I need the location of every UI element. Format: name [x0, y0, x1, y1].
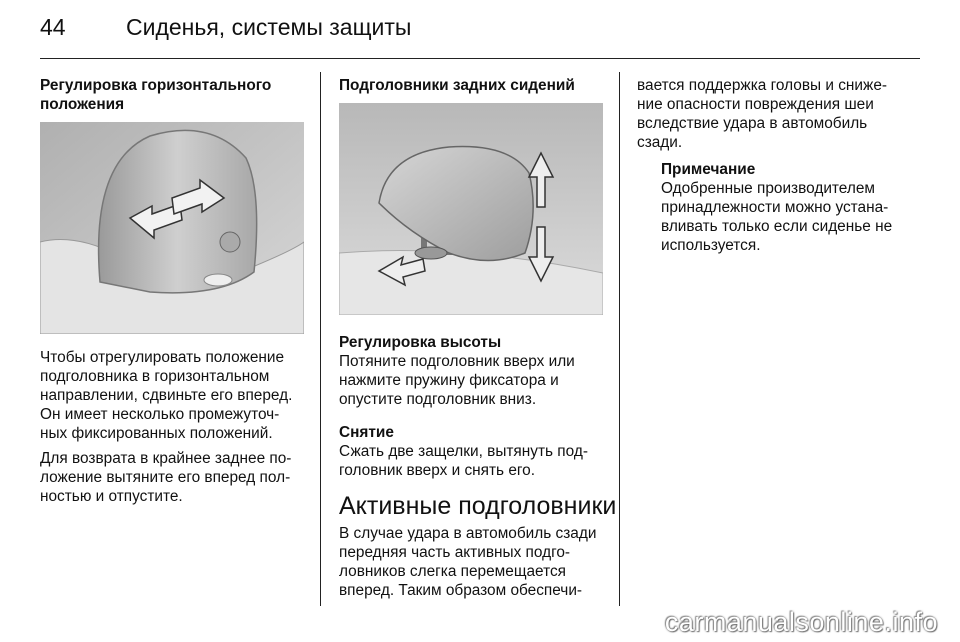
headrest-horizontal-illustration [40, 122, 304, 334]
page-title: Сиденья, системы защиты [126, 14, 412, 40]
column-divider-1 [320, 72, 321, 606]
header-divider [40, 58, 920, 59]
note-text: Одобренные производителем принадлежности можно устана- вливать только если сиденье не используется. [661, 180, 893, 254]
column-2 [339, 76, 617, 606]
column-divider-2 [619, 72, 620, 606]
column-3 [637, 76, 917, 261]
active-headrests-continued-text: вается поддержка головы и сниже- ние опасности повреждения шеи вследствие удара в автомобиль сзади. [637, 77, 887, 151]
note-block [661, 160, 917, 255]
removal-heading: Снятие [339, 424, 394, 441]
rear-headrest-illustration [339, 103, 603, 315]
removal-text: Сжать две защелки, вытянуть под- головник вверх и снять его. [339, 443, 588, 479]
rear-headrests-heading: Подголовники задних сидений [339, 77, 575, 94]
return-position-text: Для возврата в крайнее заднее по- ложение вытяните его вперед пол- ностью и отпустите. [40, 450, 292, 505]
watermark: carmanualsonline.info [664, 607, 938, 637]
note-heading: Примечание [661, 161, 756, 178]
active-headrests-text: В случае удара в автомобиль сзади передняя часть активных подго- ловников слегка перемещается вперед. Таким образом обеспечи- [339, 525, 597, 599]
horizontal-adjust-text: Чтобы отрегулировать положение подголовника в горизонтальном направлении, сдвиньте его вперед. Он имеет несколько промежуточ- ных фиксированных положений. [40, 349, 293, 442]
height-adjust-heading: Регулировка высоты [339, 334, 502, 351]
height-adjust-text: Потяните подголовник вверх или нажмите пружину фиксатора и опустите подголовник вниз. [339, 353, 575, 408]
horizontal-adjust-heading: Регулировка горизонтального положения [40, 77, 272, 113]
page-header [40, 14, 920, 48]
column-1 [40, 76, 308, 512]
active-headrests-heading: Активные подголовники [339, 492, 617, 520]
page-number: 44 [40, 14, 66, 40]
